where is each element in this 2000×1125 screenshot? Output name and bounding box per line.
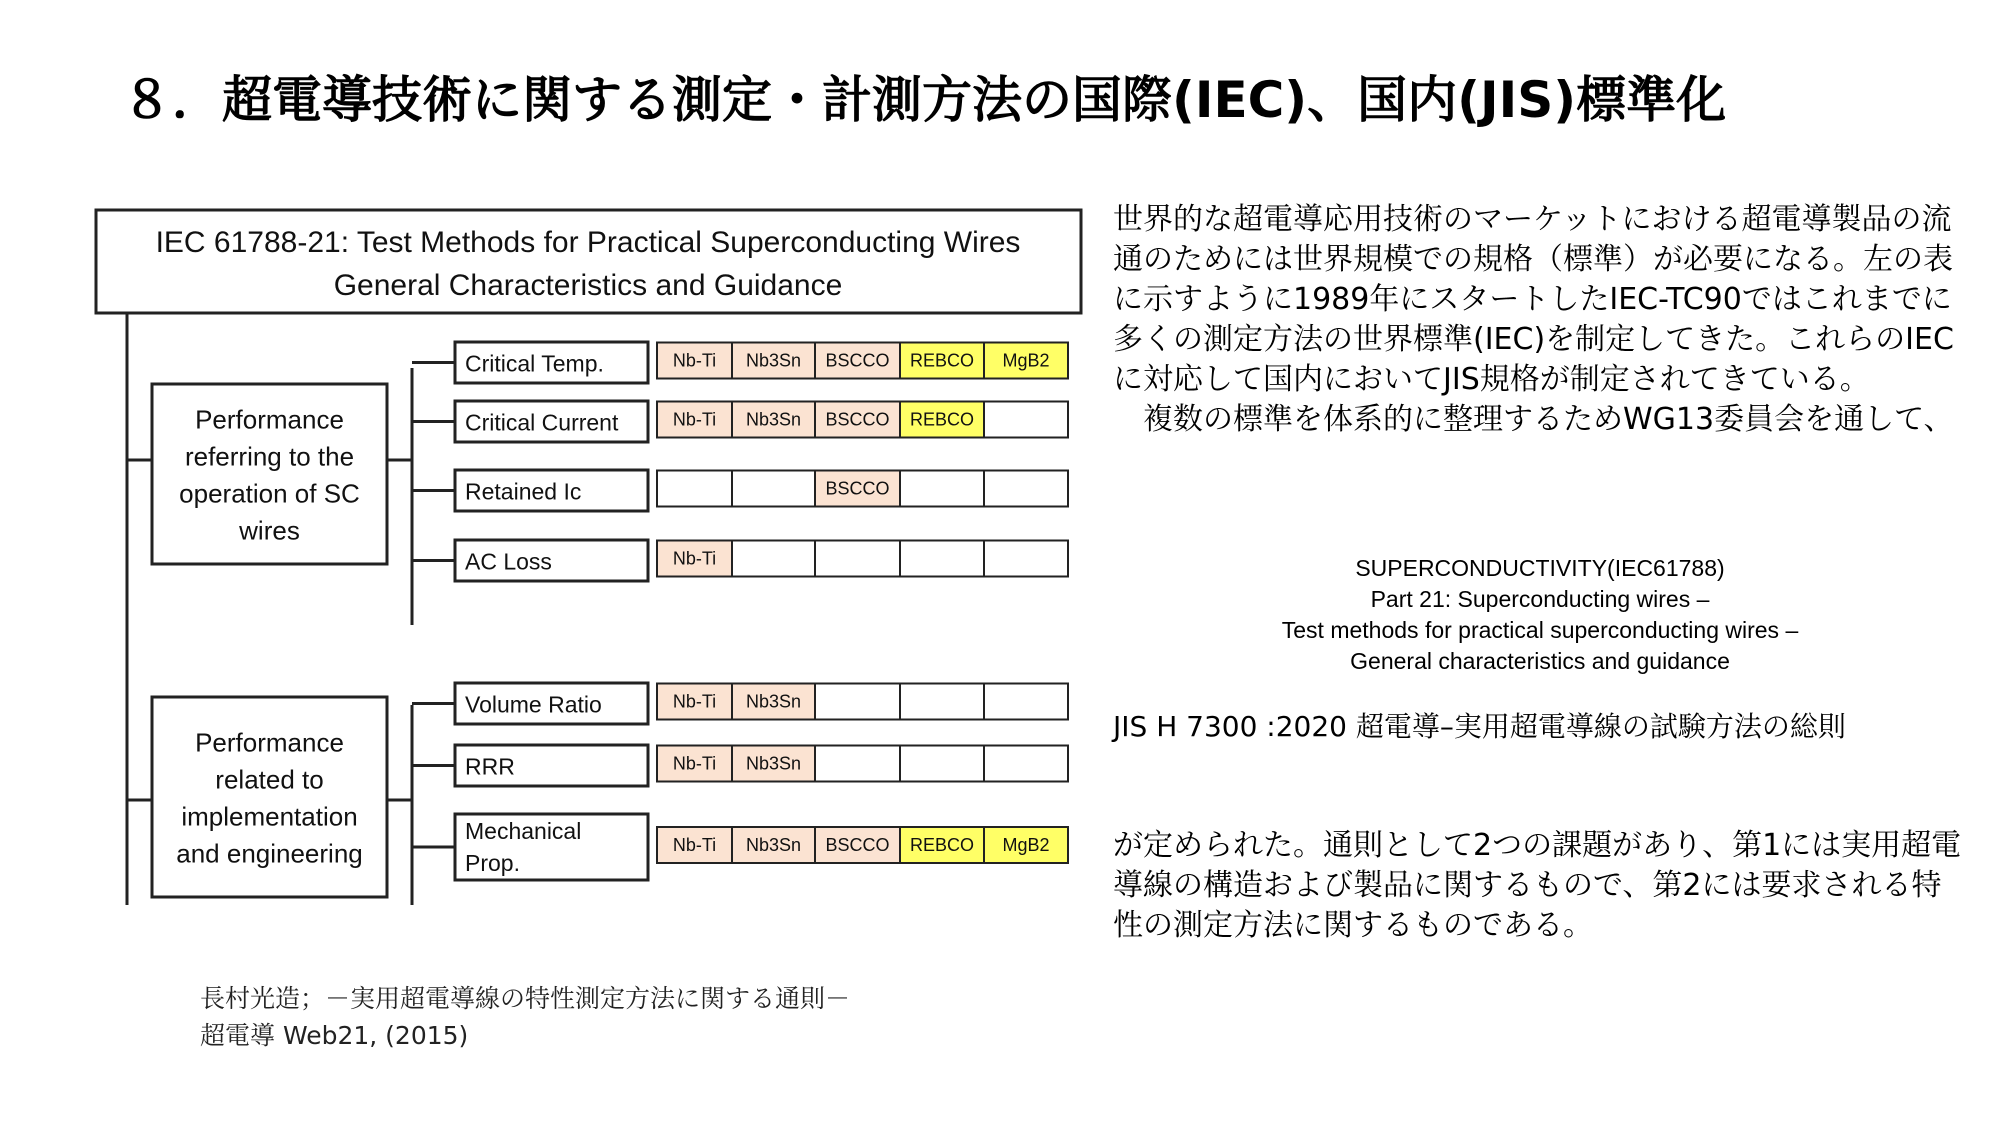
- material-cell-label: BSCCO: [825, 350, 890, 371]
- group-label: implementation: [181, 801, 358, 832]
- material-cell-label: MgB2: [1002, 835, 1050, 855]
- material-cell-label: Nb3Sn: [745, 409, 802, 430]
- group-label: Performance: [195, 404, 344, 435]
- test-item-label: Volume Ratio: [465, 691, 602, 718]
- material-cell: [984, 402, 1068, 438]
- test-item-label: Mechanical: [465, 818, 582, 844]
- group-label: Performance: [195, 727, 344, 758]
- material-cell-label: Nb-Ti: [672, 409, 717, 430]
- material-cell-label: Nb3Sn: [745, 350, 802, 371]
- material-cell: [815, 541, 900, 577]
- diagram-header-line: IEC 61788-21: Test Methods for Practical Superconducting Wires: [155, 226, 1021, 259]
- diagram-header-line: General Characteristics and Guidance: [333, 269, 843, 302]
- test-item-label: Retained Ic: [465, 478, 582, 505]
- group-label: operation of SC: [179, 478, 360, 509]
- material-cell-label: Nb-Ti: [672, 753, 717, 774]
- material-cell: [900, 746, 984, 782]
- iec-standard-line: Test methods for practical superconducting wires –: [1281, 617, 1799, 643]
- iec-standard-title-block: [1160, 553, 1920, 677]
- material-cell: [815, 684, 900, 720]
- group-label: wires: [239, 515, 300, 546]
- group-label: related to: [215, 764, 324, 795]
- material-cell: [984, 471, 1068, 507]
- test-item-label: Prop.: [465, 850, 520, 876]
- body-paragraph-intro: 世界的な超電導応用技術のマーケットにおける超電導製品の流通のためには世界規模での規格（標準）が必要になる。左の表に示すように1989年にスタートしたIEC-TC90ではこれまでに多くの測定方法の世界標準(IEC)を制定してきた。これらのIECに対応して国内においてJIS規格が制定されてきている。 複数の標準を体系的に整理するためWG13委員会を通して、: [1113, 202, 1954, 437]
- iec-standard-line: General characteristics and guidance: [1350, 648, 1730, 674]
- material-cell-label: BSCCO: [825, 409, 890, 430]
- iec-standard-line: Part 21: Superconducting wires –: [1370, 586, 1710, 612]
- material-cell-label: REBCO: [909, 350, 975, 371]
- material-cell-label: Nb3Sn: [745, 835, 802, 855]
- material-cell-label: BSCCO: [825, 835, 890, 855]
- test-item-label: Critical Temp.: [465, 350, 604, 377]
- material-cell: [984, 746, 1068, 782]
- slide-title: ８．超電導技術に関する測定・計測方法の国際(IEC)、国内(JIS)標準化: [122, 71, 1727, 129]
- test-item-label: AC Loss: [465, 548, 552, 575]
- material-cell-label: BSCCO: [825, 478, 890, 499]
- test-item-label: Critical Current: [465, 409, 619, 436]
- group-label: and engineering: [176, 838, 363, 869]
- jis-standard-title: JIS H 7300 :2020 超電導–実用超電導線の試験方法の総則: [1113, 710, 1846, 743]
- material-cell-label: REBCO: [909, 835, 975, 855]
- material-cell-label: Nb3Sn: [745, 691, 802, 712]
- material-cell-label: MgB2: [1002, 350, 1050, 371]
- body-paragraph-conclusion: が定められた。通則として2つの課題があり、第1には実用超電導線の構造および製品に関するもので、第2には要求される特性の測定方法に関するものである。: [1113, 828, 1962, 943]
- material-cell: [900, 684, 984, 720]
- material-cell-label: Nb-Ti: [672, 835, 717, 855]
- material-cell: [657, 471, 732, 507]
- material-cell-label: REBCO: [909, 409, 975, 430]
- material-cell: [900, 471, 984, 507]
- test-item-label: RRR: [465, 753, 515, 780]
- material-cell-label: Nb-Ti: [672, 548, 717, 569]
- material-cell-label: Nb3Sn: [745, 753, 802, 774]
- iec-standard-line: SUPERCONDUCTIVITY(IEC61788): [1355, 555, 1725, 581]
- group-label: referring to the: [184, 441, 355, 472]
- citation: 長村光造；－実用超電導線の特性測定方法に関する通則－ 超電導 Web21, (2015): [200, 984, 851, 1050]
- material-cell: [900, 541, 984, 577]
- material-cell-label: Nb-Ti: [672, 691, 717, 712]
- material-cell: [732, 471, 815, 507]
- material-cell: [815, 746, 900, 782]
- material-cell: [984, 541, 1068, 577]
- material-cell: [984, 684, 1068, 720]
- material-cell: [732, 541, 815, 577]
- material-cell-label: Nb-Ti: [672, 350, 717, 371]
- iec-standard-diagram: [0, 0, 1100, 920]
